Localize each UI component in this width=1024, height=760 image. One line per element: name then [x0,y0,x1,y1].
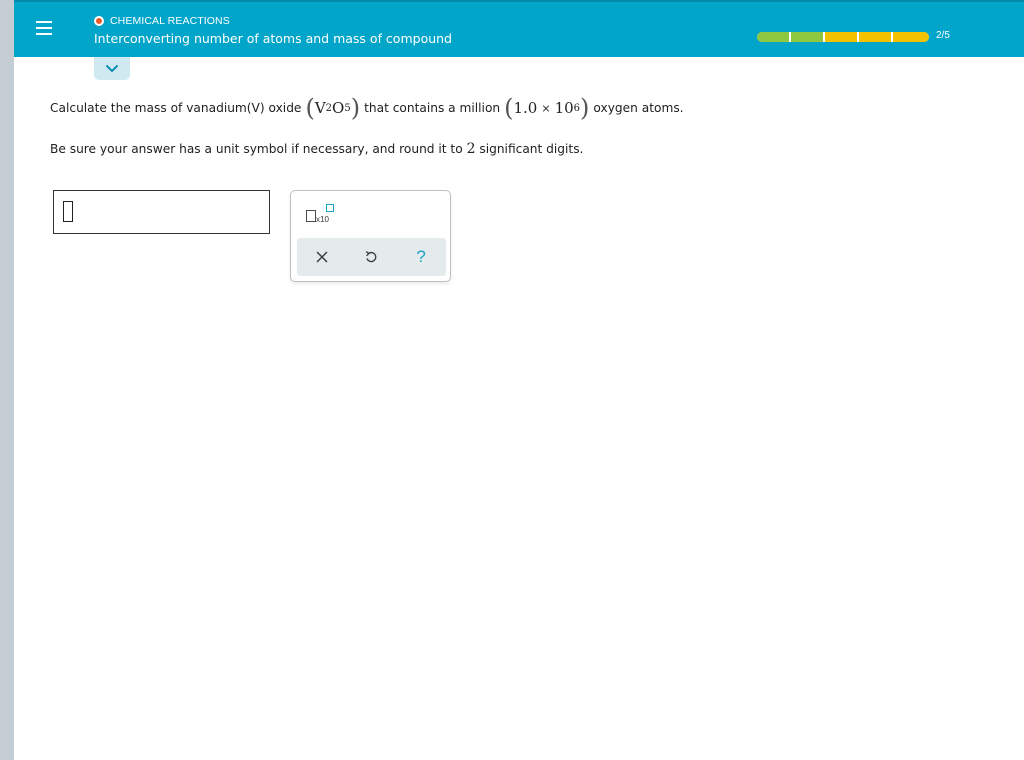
instructions-before: Be sure your answer has a unit symbol if necessary, and round it to [50,142,463,156]
chemical-formula: ( V 2 O 5 ) [305,94,361,122]
chevron-down-icon [105,64,119,73]
question-text-middle: that contains a million [364,101,501,115]
question-text-before: Calculate the mass of vanadium(V) oxide [50,101,302,115]
undo-button[interactable] [356,242,386,272]
lesson-title: Interconverting number of atoms and mass of compound [94,31,452,46]
formula-element-o: O [332,99,345,117]
instructions-after: significant digits. [479,142,584,156]
math-tool-panel [290,190,451,282]
formula-subscript: 5 [344,102,351,114]
progress-label: 2/5 [936,30,950,41]
progress-bar [757,32,929,42]
formula-subscript: 2 [325,102,333,114]
power-base: 10 [554,99,574,117]
help-icon: ? [416,247,426,266]
progress-segment [791,32,825,42]
sci-notation-label: x10 [316,215,329,224]
topic-line [94,14,230,28]
topic-label: CHEMICAL REACTIONS [110,15,230,27]
undo-icon [364,250,378,264]
mantissa: 1.0 [513,99,538,117]
formula-element-v: V [314,99,326,117]
help-button[interactable] [406,242,436,272]
input-cursor [63,201,73,222]
power-exponent: 6 [573,102,581,114]
clear-button[interactable] [307,242,337,272]
progress-segment [825,32,859,42]
progress-segment [757,32,791,42]
left-rail [0,0,14,760]
menu-icon[interactable] [36,21,54,41]
header-bar [14,0,1024,57]
question-text-after: oxygen atoms. [593,101,684,115]
tool-actions [297,238,446,276]
topic-status-icon [94,16,104,26]
atom-count-value: ( 1.0 × 10 6 ) [504,94,590,122]
instructions [50,141,583,157]
times-sign: × [541,101,551,115]
progress-segment [893,32,929,42]
scientific-notation-icon[interactable] [306,203,336,225]
sig-figs-value: 2 [466,141,476,157]
answer-input[interactable] [53,190,270,234]
collapse-toggle[interactable] [94,57,130,80]
question-text [50,96,684,120]
close-icon [316,251,328,263]
progress-segment [859,32,893,42]
